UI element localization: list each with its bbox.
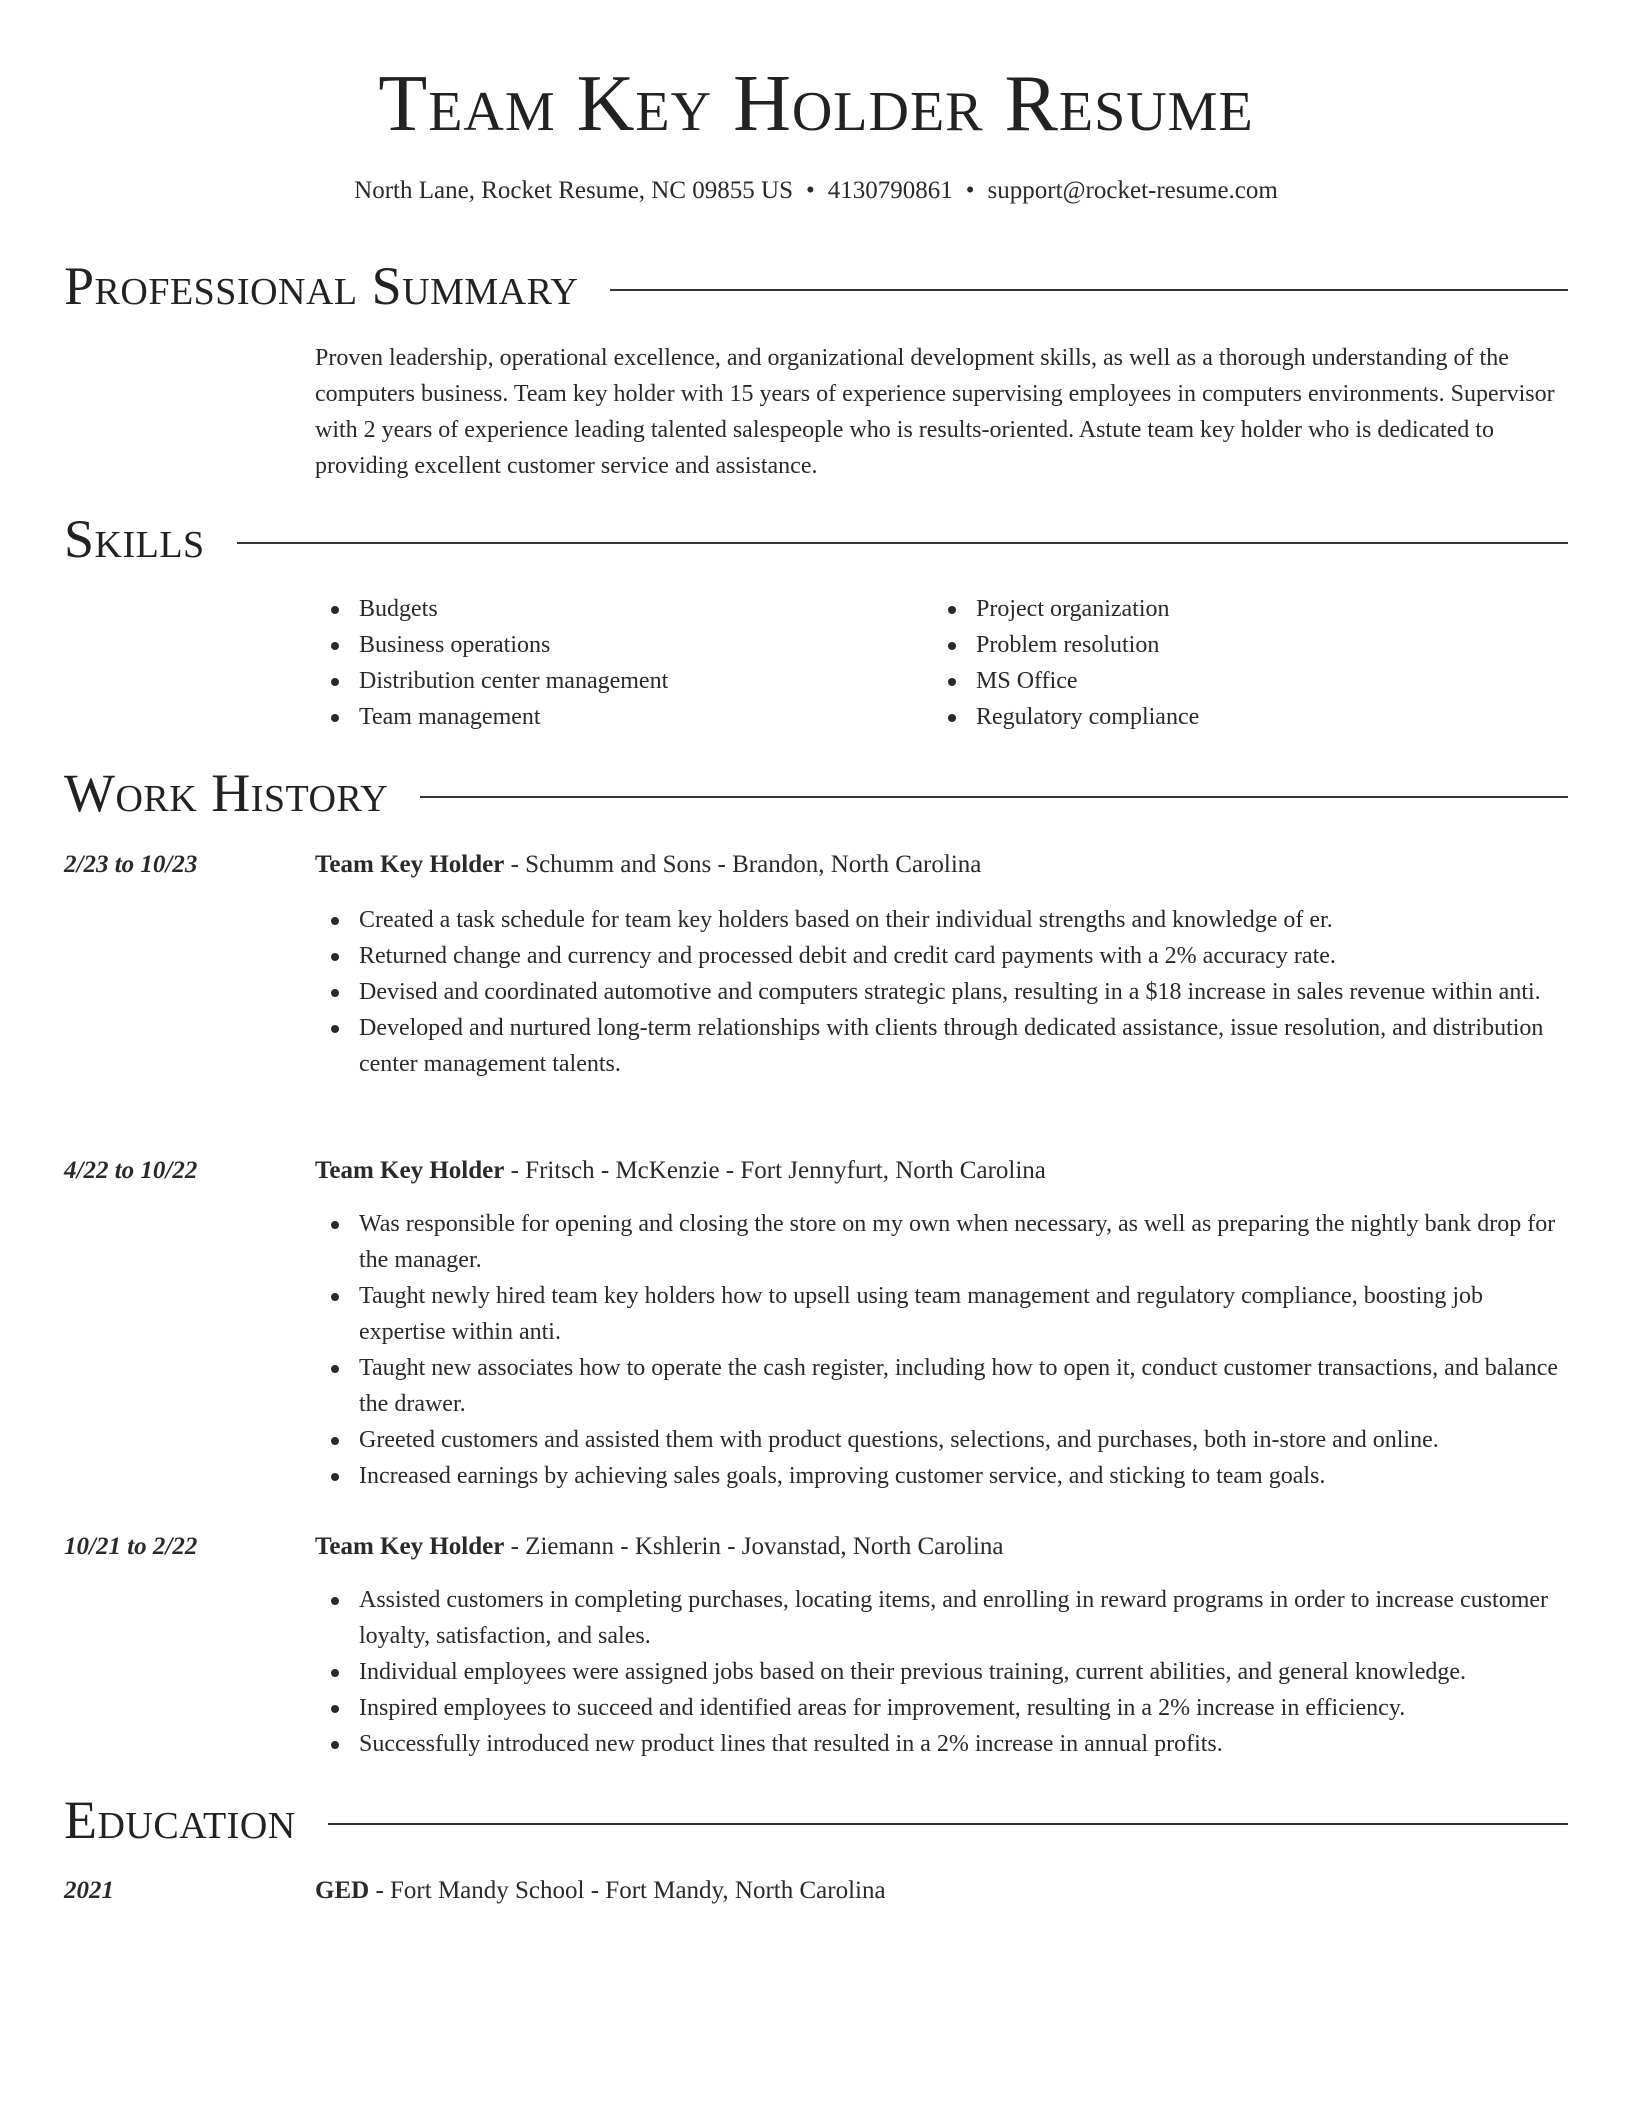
job-bullet: Individual employees were assigned jobs based on their previous training, current abilities, and general knowledge. (315, 1654, 1568, 1690)
skills-section-header (64, 509, 1568, 569)
job-dates: 4/22 to 10/22 (64, 1157, 198, 1184)
summary-heading: Professional Summary (64, 256, 579, 316)
job-header (315, 847, 981, 883)
section-divider (328, 1823, 1568, 1825)
job-bullet: Created a task schedule for team key holders based on their individual strengths and knowledge of er. (315, 902, 1568, 938)
skills-list-left (315, 591, 668, 735)
job-bullet: Was responsible for opening and closing the store on my own when necessary, as well as preparing the nightly bank drop for the manager. (315, 1206, 1568, 1278)
section-divider (420, 796, 1568, 798)
contact-email[interactable]: support@rocket-resume.com (987, 177, 1278, 204)
job-bullets (315, 1206, 1568, 1494)
section-divider (237, 542, 1568, 544)
work-heading: Work History (64, 763, 389, 823)
work-section-header (64, 763, 1568, 823)
job-bullet: Increased earnings by achieving sales goals, improving customer service, and sticking to team goals. (315, 1458, 1568, 1494)
job-bullet: Successfully introduced new product lines that resulted in a 2% increase in annual profits. (315, 1726, 1568, 1762)
job-bullets (315, 1582, 1568, 1762)
job-bullet: Taught newly hired team key holders how to upsell using team management and regulatory compliance, boosting job expertise within anti. (315, 1278, 1568, 1350)
job-header (315, 1153, 1046, 1189)
job-employer: - Schumm and Sons - Brandon, North Carolina (504, 851, 982, 878)
job-dates: 2/23 to 10/23 (64, 851, 198, 878)
job-bullet: Inspired employees to succeed and identified areas for improvement, resulting in a 2% increase in efficiency. (315, 1690, 1568, 1726)
contact-line (0, 176, 1632, 206)
job-title: Team Key Holder (315, 1533, 505, 1560)
education-heading: Education (64, 1790, 296, 1850)
skill-item: Problem resolution (932, 627, 1199, 663)
job-bullet: Returned change and currency and processed debit and credit card payments with a 2% accuracy rate. (315, 938, 1568, 974)
skill-item: Regulatory compliance (932, 699, 1199, 735)
summary-text: Proven leadership, operational excellence, and organizational development skills, as well as a thorough understanding of the computers business. Team key holder with 15 years of experience supervising employees in computers environments. Supervisor with 2 years of experience leading talented salespeople who is results-oriented. Astute team key holder who is dedicated to providing excellent customer service and assistance. (315, 345, 1555, 479)
education-degree: GED (315, 1877, 370, 1904)
resume-title: Team Key Holder Resume (378, 60, 1254, 148)
skills-list-right (932, 591, 1199, 735)
skill-item: Team management (315, 699, 668, 735)
job-bullet: Assisted customers in completing purchases, locating items, and enrolling in reward programs in order to increase customer loyalty, satisfaction, and sales. (315, 1582, 1568, 1654)
contact-separator: • (806, 177, 815, 204)
skill-item: MS Office (932, 663, 1199, 699)
job-header (315, 1529, 1004, 1565)
contact-separator: • (965, 177, 975, 204)
job-dates: 10/21 to 2/22 (64, 1533, 198, 1560)
education-school: - Fort Mandy School - Fort Mandy, North Carolina (369, 1877, 886, 1904)
skill-item: Budgets (315, 591, 668, 627)
job-bullets (315, 902, 1568, 1082)
job-bullet: Taught new associates how to operate the cash register, including how to open it, conduct customer transactions, and balance the drawer. (315, 1350, 1568, 1422)
job-bullet: Greeted customers and assisted them with product questions, selections, and purchases, both in-store and online. (315, 1422, 1568, 1458)
contact-phone: 4130790861 (827, 177, 953, 204)
education-section-header (64, 1790, 1568, 1850)
skill-item: Business operations (315, 627, 668, 663)
education-date: 2021 (64, 1877, 114, 1904)
summary-section-header (64, 256, 1568, 316)
job-title: Team Key Holder (315, 851, 505, 878)
skill-item: Distribution center management (315, 663, 668, 699)
job-employer: - Fritsch - McKenzie - Fort Jennyfurt, North Carolina (504, 1157, 1046, 1184)
section-divider (610, 289, 1568, 291)
job-employer: - Ziemann - Kshlerin - Jovanstad, North Carolina (504, 1533, 1004, 1560)
contact-address: North Lane, Rocket Resume, NC 09855 US (354, 177, 793, 204)
skill-item: Project organization (932, 591, 1199, 627)
job-bullet: Devised and coordinated automotive and computers strategic plans, resulting in a $18 increase in sales revenue within anti. (315, 974, 1568, 1010)
skills-heading: Skills (64, 509, 205, 569)
job-title: Team Key Holder (315, 1157, 505, 1184)
education-entry (315, 1873, 886, 1909)
job-bullet: Developed and nurtured long-term relationships with clients through dedicated assistance, issue resolution, and distribution center management talents. (315, 1010, 1568, 1082)
